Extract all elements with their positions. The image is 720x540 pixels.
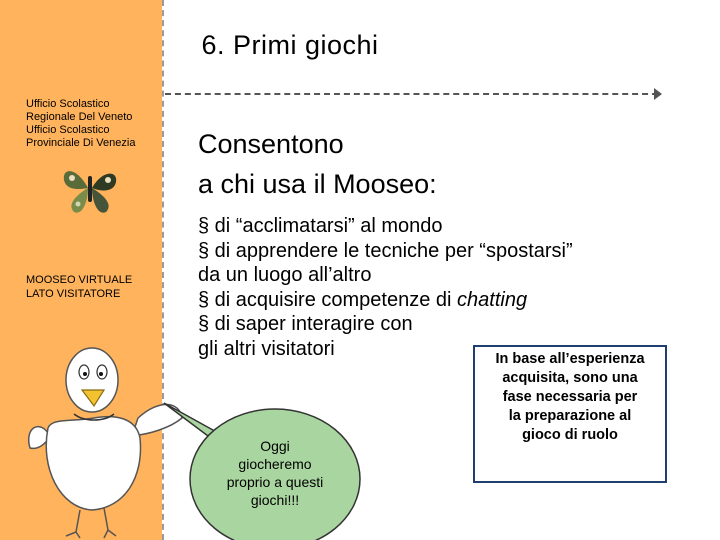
bullet-list xyxy=(198,214,668,361)
museum-line: MOOSEO VIRTUALE xyxy=(26,274,133,286)
office-label xyxy=(26,98,161,150)
bullet-continuation: gli altri visitatori xyxy=(198,337,335,360)
office-line: Ufficio Scolastico xyxy=(26,98,110,110)
bullet-text: § di acquisire competenze di xyxy=(198,288,458,311)
speech-bubble-text xyxy=(205,437,345,509)
bullet-item: § di saper interagire con xyxy=(198,313,413,335)
page-title: 6. Primi giochi xyxy=(201,30,379,60)
bubble-line: proprio a questi xyxy=(226,474,324,490)
bubble-line: giochi!!! xyxy=(250,492,300,508)
divider-endcap-icon xyxy=(654,88,662,100)
museum-label xyxy=(26,273,161,301)
info-line: gioco di ruolo xyxy=(522,427,618,443)
bullet-item xyxy=(198,288,668,313)
bullet-continuation: da un luogo all’altro xyxy=(198,264,372,286)
info-line: fase necessaria per xyxy=(502,389,638,405)
info-line: In base all’esperienza xyxy=(495,351,645,367)
office-line: Provinciale Di Venezia xyxy=(26,137,136,149)
bubble-line: giocheremo xyxy=(238,456,312,472)
bubble-line: Oggi xyxy=(260,438,290,454)
bullet-emphasis: chatting xyxy=(457,288,528,311)
info-line: acquisita, sono una xyxy=(502,370,638,386)
info-box xyxy=(473,345,667,483)
office-line: Regionale Del Veneto xyxy=(26,111,133,123)
info-line: la preparazione al xyxy=(508,408,632,424)
office-line: Ufficio Scolastico xyxy=(26,124,110,136)
heading-line: a chi usa il Mooseo: xyxy=(198,169,437,199)
bullet-item: § di apprendere le tecniche per “spostarsi” xyxy=(198,239,573,262)
bullet-item: § di “acclimatarsi” al mondo xyxy=(198,215,443,237)
title-divider xyxy=(165,93,658,95)
content-heading xyxy=(198,124,437,204)
heading-line: Consentono xyxy=(198,129,344,159)
museum-line: LATO VISITATORE xyxy=(26,288,121,300)
butterfly-icon xyxy=(58,160,122,216)
